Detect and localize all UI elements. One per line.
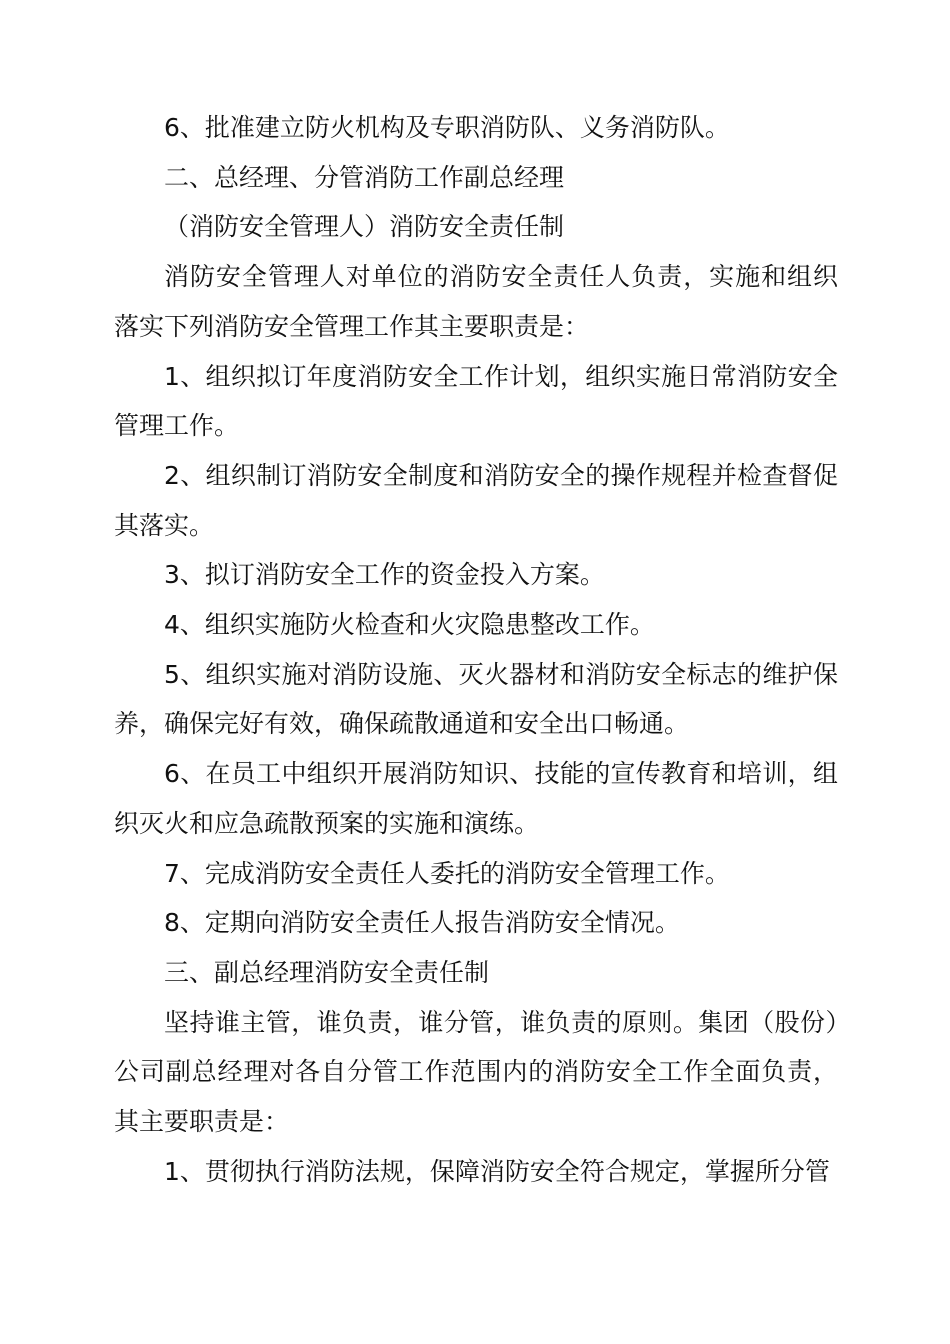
paragraph-item-6-fire-organization: 6、批准建立防火机构及专职消防队、义务消防队。 xyxy=(164,113,730,142)
document-body xyxy=(114,103,838,1196)
paragraph-item-5: 5、组织实施对消防设施、灭火器材和消防安全标志的维护保养，确保完好有效，确保疏散通道和安全出口畅通。 xyxy=(114,659,838,739)
paragraph-item-7: 7、完成消防安全责任人委托的消防安全管理工作。 xyxy=(164,858,730,888)
section-heading-3: 三、副总经理消防安全责任制 xyxy=(164,957,490,987)
paragraph-item-2: 2、组织制订消防安全制度和消防安全的操作规程并检查督促其落实。 xyxy=(114,460,838,540)
paragraph-deputy-item-1: 1、贯彻执行消防法规，保障消防安全符合规定，掌握所分管 xyxy=(164,1156,830,1186)
paragraph-item-6: 6、在员工中组织开展消防知识、技能的宣传教育和培训，组织灭火和应急疏散预案的实施和演练。 xyxy=(114,759,838,838)
paragraph-item-3: 3、拟订消防安全工作的资金投入方案。 xyxy=(164,560,605,590)
paragraph-item-8: 8、定期向消防安全责任人报告消防安全情况。 xyxy=(164,908,680,938)
paragraph-deputy-intro: 坚持谁主管，谁负责，谁分管，谁负责的原则。集团（股份）公司副总经理对各自分管工作范围内的消防安全工作全面负责，其主要职责是： xyxy=(114,1007,838,1137)
paragraph-item-1: 1、组织拟订年度消防安全工作计划，组织实施日常消防安全管理工作。 xyxy=(114,361,838,441)
paragraph-item-4: 4、组织实施防火检查和火灾隐患整改工作。 xyxy=(164,610,655,640)
section-heading-2: 二、总经理、分管消防工作副总经理 xyxy=(164,162,565,192)
section-heading-2-subtitle: （消防安全管理人）消防安全责任制 xyxy=(164,212,565,242)
paragraph-manager-intro: 消防安全管理人对单位的消防安全责任人负责，实施和组织落实下列消防安全管理工作其主要职责是： xyxy=(114,262,838,341)
